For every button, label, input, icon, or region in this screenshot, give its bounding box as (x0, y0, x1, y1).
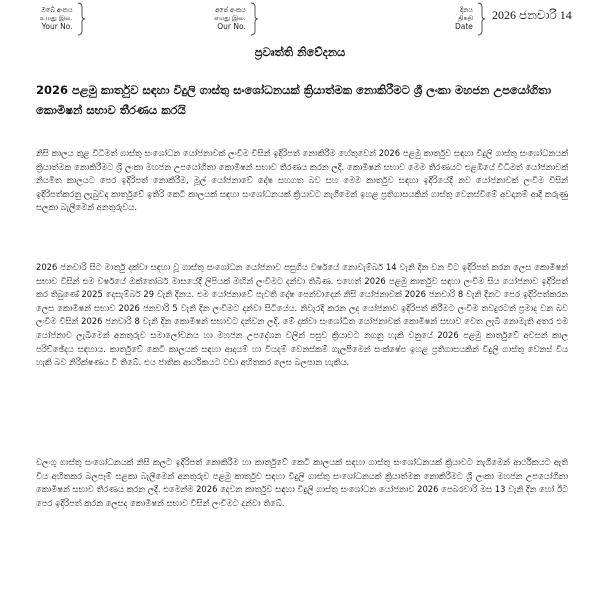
date-labels (455, 2, 473, 31)
our-reference-field (214, 2, 259, 36)
our-reference-bracket-icon (249, 2, 259, 36)
document-title: ප්‍රවෘත්ති නිවේදනය (254, 45, 346, 59)
our-reference-label-english: Our No. (217, 22, 246, 31)
date-bracket-icon (476, 2, 486, 36)
body-paragraph-3: වලංගු ගාස්තු සංශෝධනයක් නිසි කලට ඉදිරිපත් නොකිරීම හා කාර්තුවේ කෙටි කාලයක් සඳහා ගාස්තු සංශෝධනයක් ක්‍රියාවට නැගීමෙන් ආර්ථිකයට ඇති විය අහිතකර බලපෑම් සළකා බැලීමෙන් අනතුරුව පළමු කාර්තුව සඳහා විදුලි ගාස්තු සංශෝධනයක් ක්‍රියාත්මක නොකිරීමට ශ්‍රී ලංකා මහජන උපයෝගිතා කොමිෂන් සභාව තීරණය කරන ලදී. එමෙන්ම 2026 දෙවන කාර්තුව සඳහා විදුලි ගාස්තු සංශෝධන යෝජනාව 2026 පෙබරවාරි මස 13 වැනි දින හෝ ඊට පෙර ඉදිරිපත් කරන ලෙසද කොමිෂන් සභාව විසින් ලංවිමට දන්වා තිබේ. (36, 457, 568, 508)
your-reference-label-english: Your No. (41, 22, 73, 31)
body-paragraph-1: නිසි කාලය තුළ විධිමත් ගාස්තු සංශෝධන යෝජනාවක් ලංවිම විසින් ඉදිරිපත් නොකිරීම හේතුවෙන් 2026 පළමු කාර්තුව සඳහා විදුලි ගාස්තු සංශෝධනයක් ක්‍රියාත්මක නොකිරීමට ශ්‍රී ලංකා මහජන උපයෝගිතා කොමිෂන් සභාව තීරණය කරන ලදී. කොමිෂන් සභාව මෙම තීරණයට එළඹියේ විධිමත් යෝජනාවක් නියමිත කාලයට පෙර ඉදිරිපත් නොකිරීම, මූල් යෝජනාවේ දෝෂ සහගත බව සහ මෙම කාර්තුව සඳහා ඉදිරියේදී නව යෝජනාවක් ලංවිම විසින් ඉදිරිපත්කරනු ලැබුවද කාර්තුවේ ඉතිරි කෙටි කාලයක් සඳහා සංශෝධනයක් ක්‍රියාවට නැගීමෙන් ඉහළ ප්‍රතිගාසයකින් ගාස්තු වෙනස්වීමේ අවදානම් ආදී කරුණු සලකා බැලීමෙන් අනතුරුවය. (36, 148, 568, 213)
date-field (455, 2, 486, 36)
your-reference-field (40, 2, 86, 36)
your-reference-label-sinhala: ඔබේ අංකය (41, 6, 73, 14)
body-paragraph-2: 2026 ජනවාරි සිට මාර්තු දක්වා සඳහා වූ ගාස්තු සංශෝධන යෝජනාව පසුගිය වර්ෂයේ නොවැම්බර් 14 වැනි දින වන විට ඉදිරිපත් කරන ලෙස කොමිෂන් සභාව විසින් එම වර්ෂයේ ඔක්තෝබර් මාසයේදී ලිපියක් මඟින් ලංවිමට දන්වා තිබිණ. එහෙත් 2026 පළමු කාර්තුව සඳහා ලංවිම සිය යෝජනාව ඉදිරිපත් කර තිබුණේ 2025 දෙසැම්බර් 29 වැනි දිනය. එම යෝජනාවේ පැවති දෝෂ පෙන්වාදෙන් නිසි යෝජනාවක් 2026 ජනවාරි 8 වැනි දිනට පෙර ඉදිරිපත්කරන ලෙස කොමිෂන් සභාව 2026 ජනවාරි 5 වැනි දින ලංවිමට දන්වා සිටියේය. නිවැරදි කරන ලද යෝජනාව ඉදිරිපත් කිරීමට ලංවිම තවදුරටත් ප්‍රමාද වන බව ලංවිම විසින් 2026 ජනවාරි 8 වැනි දින කොමිෂන් සභාවට දන්වන ලදී. මේ දක්වා සංශෝධිත යෝජනාවක් කොමිෂන් සභාව වෙත ලැබී නොමැති අතර එම යෝජනාව ලැබීමෙන් අනතුරුව සමාලෝචනය හා මහජන උපදේශන වලින් පසුව ක්‍රියාවට නගනු හැකි වනුයේ 2026 පළමු කාර්තුවේ අවසන් කාල පරිච්ඡේදය සඳහාය. කාර්තුවේ කෙටි කාලයක් සඳහා ආදායම් හා වියදම් වෙනස්කම් ගැලපීමෙන් සංක්ෂේප ඉහළ ප්‍රතිගාසයකින් විදුලි ගාස්තු වෙනස් විය හැකි බව නිරීක්ෂණය වී තිබේ. එය ජාතික ආර්ථිකයට වඩා අහිතකර ලෙස බලපාන හැකිය. (36, 262, 568, 368)
date-label-english: Date (455, 22, 473, 31)
press-release-headline: 2026 පළමු කාර්තුව සඳහා විදුලි ගාස්තු සංශෝධනයක් ක්‍රියාත්මක නොකිරීමට ශ්‍රී ලංකා මහජන උපයෝගිතා කොමිෂන් සභාව තීරණය කරයි (36, 83, 552, 117)
our-reference-label-tamil: எமது இல. (214, 14, 246, 22)
your-reference-label-tamil: உமது இல. (40, 14, 73, 22)
letterhead-reference-row (0, 2, 600, 42)
our-reference-label-sinhala: අපේ අංකය (215, 6, 246, 14)
your-reference-bracket-icon (76, 2, 86, 36)
your-reference-labels (40, 2, 73, 31)
date-label-sinhala: දිනය (460, 6, 473, 14)
document-date: 2026 ජනවාරි 14 (492, 8, 572, 22)
date-label-tamil: திகதி (458, 14, 473, 22)
our-reference-labels (214, 2, 246, 31)
